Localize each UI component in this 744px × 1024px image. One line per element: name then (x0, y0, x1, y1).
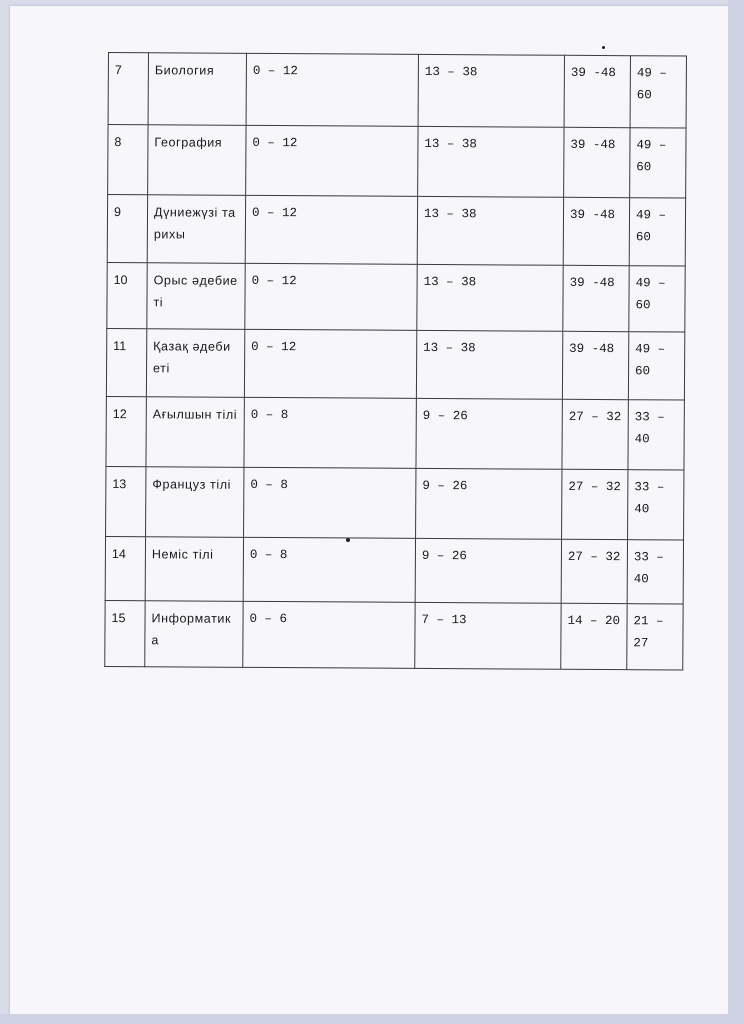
range-good: 39 -48 (563, 197, 629, 265)
range-good: 27 – 32 (562, 399, 628, 469)
range-excellent: 21 – 27 (627, 604, 683, 670)
subject-name: Ағылшын тілі (146, 397, 244, 468)
range-low: 0 – 12 (246, 53, 418, 126)
subject-name: География (148, 125, 246, 196)
range-low: 0 – 8 (244, 467, 416, 538)
range-low: 0 – 12 (245, 263, 417, 330)
range-good: 39 -48 (564, 55, 630, 127)
range-satisfactory: 9 – 26 (415, 538, 561, 603)
table-row (107, 262, 685, 332)
range-low: 0 – 12 (245, 195, 417, 264)
row-number: 7 (108, 53, 148, 125)
range-satisfactory: 13 – 38 (418, 126, 564, 197)
table-row (106, 396, 684, 470)
row-number: 10 (107, 262, 147, 328)
range-low: 0 – 12 (244, 329, 416, 398)
row-number: 14 (105, 536, 145, 600)
range-satisfactory: 13 – 38 (418, 54, 564, 127)
range-excellent: 33 – 40 (628, 400, 684, 470)
subject-name: Орыс әдебиеті (147, 263, 245, 330)
row-number: 13 (106, 466, 146, 536)
subject-name: Неміс тілі (145, 537, 243, 602)
range-low: 0 – 8 (244, 397, 416, 468)
table-row (108, 53, 686, 129)
score-ranges-table (104, 52, 687, 671)
subject-name: Қазақ әдебиеті (146, 329, 244, 398)
table-row (105, 600, 683, 670)
range-satisfactory: 7 – 13 (415, 602, 561, 669)
range-good: 27 – 32 (562, 469, 628, 539)
range-low: 0 – 12 (246, 125, 418, 196)
range-good: 14 – 20 (561, 603, 627, 669)
table-row (106, 466, 684, 540)
range-good: 39 -48 (563, 265, 629, 331)
range-excellent: 49 – 60 (630, 56, 686, 128)
row-number: 15 (105, 600, 145, 666)
subject-name: Француз тілі (146, 467, 244, 538)
subject-name: Информатика (145, 601, 243, 668)
range-good: 39 -48 (564, 127, 630, 197)
range-excellent: 33 – 40 (628, 470, 684, 540)
range-satisfactory: 13 – 38 (417, 264, 563, 331)
row-number: 9 (107, 195, 147, 263)
range-excellent: 49 – 60 (628, 332, 684, 400)
row-number: 8 (108, 125, 148, 195)
row-number: 12 (106, 396, 146, 466)
subject-name: Биология (148, 53, 246, 126)
table-row (106, 328, 684, 400)
subject-name: Дүниежүзі тарихы (147, 195, 245, 264)
range-good: 39 -48 (562, 331, 628, 399)
table-row (105, 536, 683, 604)
table-row (108, 125, 686, 199)
range-satisfactory: 13 – 38 (416, 330, 562, 399)
range-excellent: 49 – 60 (629, 198, 685, 266)
range-satisfactory: 13 – 38 (417, 196, 563, 265)
range-low: 0 – 6 (243, 601, 415, 668)
scan-edge-right (728, 0, 744, 1024)
scan-edge-bottom (0, 1014, 744, 1024)
scan-speck (602, 46, 605, 49)
range-excellent: 33 – 40 (627, 540, 683, 604)
range-satisfactory: 9 – 26 (416, 398, 562, 469)
range-satisfactory: 9 – 26 (416, 468, 562, 539)
row-number: 11 (106, 328, 146, 396)
range-excellent: 49 – 60 (630, 128, 686, 198)
range-good: 27 – 32 (561, 539, 627, 603)
table-row (107, 195, 685, 267)
range-excellent: 49 – 60 (629, 266, 685, 332)
range-low: 0 – 8 (243, 537, 415, 602)
